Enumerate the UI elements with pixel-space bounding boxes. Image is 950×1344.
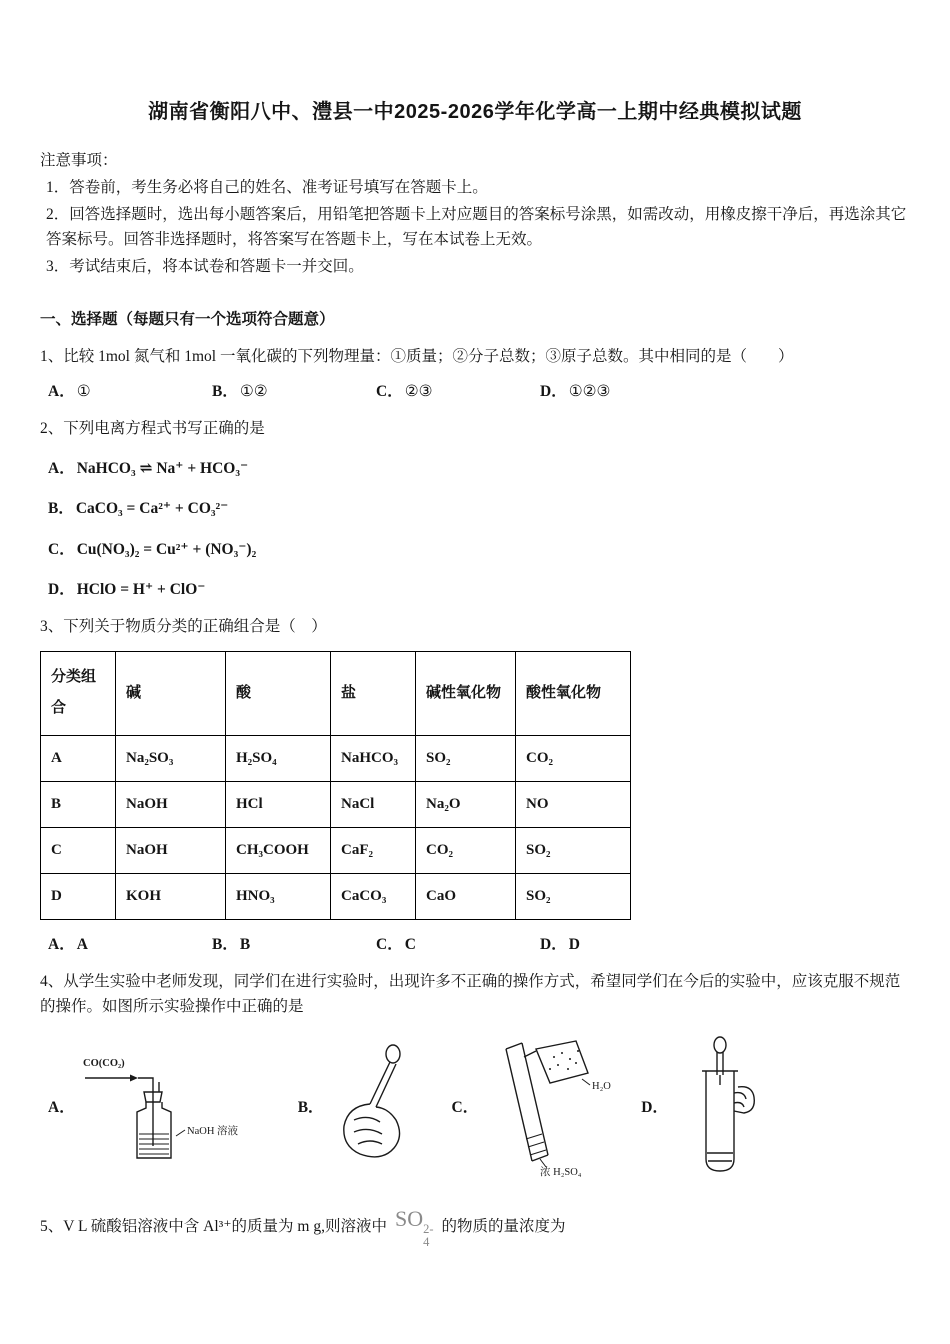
option-letter: D． — [641, 1099, 668, 1117]
table-header-cell: 碱性氧化物 — [416, 651, 516, 735]
table-header-cell: 碱 — [116, 651, 226, 735]
table-cell: NaCl — [331, 781, 416, 827]
table-row — [41, 735, 631, 781]
option-letter: B． — [297, 1099, 324, 1117]
option-d — [540, 379, 610, 404]
water-label: H₂O — [592, 1080, 612, 1092]
option-a — [40, 456, 910, 481]
gas-label: CO(CO₂) — [82, 1057, 125, 1069]
option-letter: D． — [540, 935, 567, 953]
option-text: ①②③ — [568, 383, 611, 401]
option-c — [376, 932, 540, 957]
option-letter: D． — [540, 383, 567, 401]
option-letter: B． — [48, 500, 74, 518]
option-text: B — [239, 935, 251, 953]
table-header-cell: 酸性氧化物 — [516, 651, 631, 735]
table-cell: H₂SO₄ — [226, 735, 331, 781]
table-cell: SO₂ — [516, 873, 631, 919]
question-3-stem: 3、下列关于物质分类的正确组合是（ ） — [40, 617, 327, 635]
option-text: D — [568, 935, 580, 953]
table-header-row — [41, 651, 631, 735]
table-cell: HCl — [226, 781, 331, 827]
question-3-options — [40, 932, 910, 957]
formula-subscript: 4 — [423, 1235, 430, 1250]
ionization-equation: Cu(NO₃)₂ = Cu²⁺ + (NO₃⁻)₂ — [76, 540, 257, 558]
table-row — [41, 827, 631, 873]
option-text: C — [404, 935, 416, 953]
option-letter: A． — [48, 935, 75, 953]
question-1-stem: 1、比较 1mol 氮气和 1mol 一氧化碳的下列物理量：①质量；②分子总数；③原子总数。其中相同的是（ ） — [40, 348, 794, 366]
page-title: 湖南省衡阳八中、澧县一中2025-2026学年化学高一上期中经典模拟试题 — [148, 101, 802, 123]
table-cell: C — [41, 827, 116, 873]
table-cell: NO — [516, 781, 631, 827]
question-4-stem: 4、从学生实验中老师发现，同学们在进行实验时，出现许多不正确的操作方式，希望同学们在今后的实验中，应该克服不规范的操作。如图所示实验操作中正确的是 — [40, 973, 901, 1016]
option-letter: B． — [212, 383, 238, 401]
option-b — [212, 932, 376, 957]
formula-base: SO — [394, 1206, 424, 1232]
option-letter: D． — [48, 580, 75, 598]
option-letter: A． — [48, 460, 75, 478]
figure-b-hand-holding-dropper — [330, 1042, 430, 1174]
figure-c-dilution-pouring — [484, 1039, 619, 1177]
question-4-figures — [40, 1035, 910, 1180]
classification-table — [40, 651, 631, 920]
question-5 — [40, 1206, 910, 1254]
table-header-cell: 盐 — [331, 651, 416, 735]
table-cell: NaHCO₃ — [331, 735, 416, 781]
option-letter: A． — [48, 1099, 75, 1117]
option-letter: C． — [48, 540, 75, 558]
table-row — [41, 781, 631, 827]
table-row — [41, 873, 631, 919]
option-letter: C． — [451, 1099, 479, 1117]
option-text: A — [76, 935, 88, 953]
table-cell: D — [41, 873, 116, 919]
option-a — [48, 932, 212, 957]
table-cell: SO₂ — [416, 735, 516, 781]
table-cell: NaOH — [116, 827, 226, 873]
question-5-stem-before: 5、V L 硫酸铝溶液中含 Al³⁺的质量为 m g,则溶液中 — [40, 1218, 387, 1236]
notice-item: 1．答卷前，考生务必将自己的姓名、准考证号填写在答题卡上。 — [46, 178, 488, 196]
option-b — [212, 379, 376, 404]
table-cell: HNO₃ — [226, 873, 331, 919]
acid-label: 浓 H₂SO₄ — [540, 1166, 582, 1177]
table-cell: SO₂ — [516, 827, 631, 873]
figure-d-dropper-into-test-tube — [674, 1035, 764, 1180]
table-cell: Na₂SO₃ — [116, 735, 226, 781]
option-letter: A． — [48, 383, 75, 401]
sulfate-formula — [394, 1206, 434, 1250]
question-5-stem-after: 的物质的量浓度为 — [441, 1218, 566, 1236]
option-letter: B． — [212, 935, 238, 953]
table-cell: CO₂ — [416, 827, 516, 873]
ionization-equation: CaCO₃ = Ca²⁺ + CO₃²⁻ — [75, 500, 229, 518]
table-cell: NaOH — [116, 781, 226, 827]
notice-item: 2．回答选择题时，选出每小题答案后，用铅笔把答题卡上对应题目的答案标号涂黑，如需改动，用橡皮擦干净后，再选涂其它答案标号。回答非选择题时，将答案写在答题卡上，写在本试卷上无效。 — [46, 205, 907, 248]
section-header-choice: 一、选择题（每题只有一个选项符合题意） — [40, 310, 335, 328]
table-cell: CH₃COOH — [226, 827, 331, 873]
figure-a-gas-absorption — [81, 1052, 276, 1164]
table-cell: A — [41, 735, 116, 781]
option-c — [40, 537, 910, 562]
table-cell: Na₂O — [416, 781, 516, 827]
table-header-cell: 酸 — [226, 651, 331, 735]
option-text: ① — [76, 383, 91, 401]
formula-superscript: 2- — [423, 1222, 434, 1237]
table-cell: CaF₂ — [331, 827, 416, 873]
question-2-stem: 2、下列电离方程式书写正确的是 — [40, 420, 265, 438]
option-a — [48, 379, 212, 404]
table-cell: KOH — [116, 873, 226, 919]
table-cell: CO₂ — [516, 735, 631, 781]
option-text: ②③ — [404, 383, 433, 401]
ionization-equation: NaHCO₃ ⇌ Na⁺ + HCO₃⁻ — [76, 460, 249, 478]
notice-header: 注意事项： — [40, 152, 118, 170]
formula-subsup — [423, 1223, 433, 1249]
option-d — [540, 932, 582, 957]
option-c — [376, 379, 540, 404]
option-b — [40, 496, 910, 521]
option-letter: C． — [376, 383, 403, 401]
table-cell: B — [41, 781, 116, 827]
naoh-label: NaOH 溶液 — [186, 1125, 238, 1137]
option-d — [40, 577, 910, 602]
option-letter: C． — [376, 935, 403, 953]
table-cell: CaO — [416, 873, 516, 919]
table-cell: CaCO₃ — [331, 873, 416, 919]
question-1-options — [40, 379, 910, 404]
option-text: ①② — [239, 383, 268, 401]
ionization-equation: HClO = H⁺ + ClO⁻ — [76, 580, 206, 598]
table-header-cell: 分类组合 — [41, 651, 116, 735]
notice-item: 3．考试结束后，将本试卷和答题卡一并交回。 — [46, 257, 364, 275]
